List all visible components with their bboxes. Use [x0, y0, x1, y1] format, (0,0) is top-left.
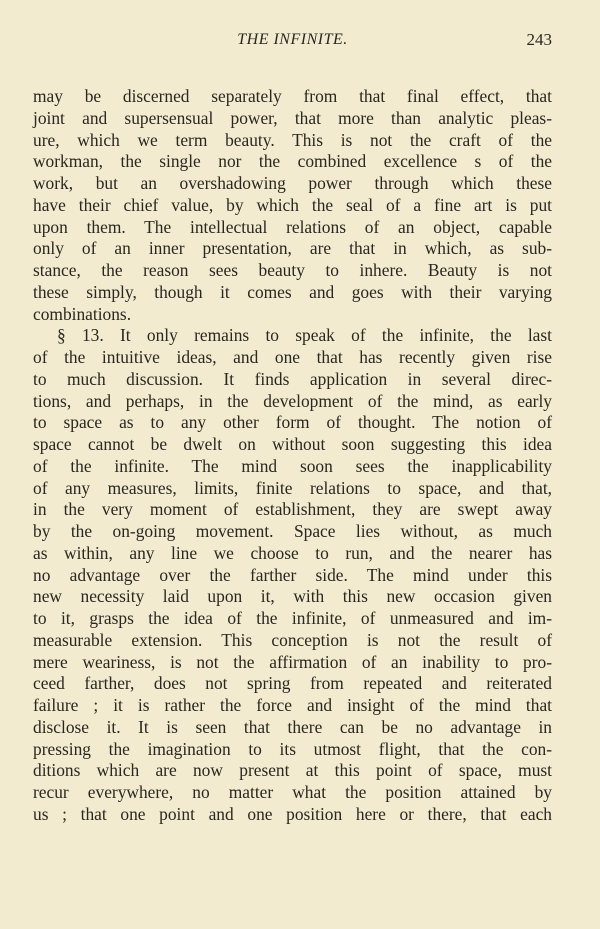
page-number: 243: [526, 30, 552, 49]
running-title: THE INFINITE.: [237, 31, 348, 48]
text-line: of the intuitive ideas, and one that has recently given rise: [33, 347, 552, 367]
text-line: these simply, though it comes and goes with their varying: [33, 281, 552, 302]
text-line: disclose it. It is seen that there can be no advantage in: [33, 716, 552, 737]
text-line: stance, the reason sees beauty to inhere. Beauty is not: [33, 260, 552, 280]
text-line: ditions which are now present at this point of space, must: [33, 760, 552, 781]
text-line: only of an inner presentation, are that in which, as sub-: [33, 238, 552, 259]
text-line: as within, any line we choose to run, and the nearer has: [33, 542, 552, 563]
text-line: failure ; it is rather the force and insight of the mind that: [33, 695, 552, 715]
text-line: to it, grasps the idea of the infinite, of unmeasured and im-: [33, 608, 552, 628]
text-line: § 13. It only remains to speak of the infinite, the last: [57, 325, 552, 346]
text-line: may be discerned separately from that final effect, that: [33, 86, 552, 106]
text-line: upon them. The intellectual relations of an object, capable: [33, 216, 552, 237]
text-line: recur everywhere, no matter what the position attained by: [33, 782, 552, 802]
paragraph: [33, 325, 552, 825]
text-line: pressing the imagination to its utmost flight, that the con-: [33, 738, 552, 759]
text-line: work, but an overshadowing power through which these: [33, 173, 552, 193]
text-line: have their chief value, by which the seal of a fine art is put: [33, 194, 552, 215]
page-body: [33, 86, 552, 826]
text-line: to much discussion. It finds application in several direc-: [33, 368, 552, 389]
text-line: of any measures, limits, finite relations to space, and that,: [33, 477, 552, 498]
text-line: in the very moment of establishment, they are swept away: [33, 499, 552, 520]
text-line: joint and supersensual power, that more than analytic pleas-: [33, 107, 552, 128]
text-line: combinations.: [33, 303, 132, 324]
text-line: us ; that one point and one position here or there, that each: [33, 803, 552, 824]
text-line: measurable extension. This conception is not the result of: [33, 629, 552, 650]
text-line: by the on-going movement. Space lies without, as much: [33, 521, 552, 541]
text-line: no advantage over the farther side. The mind under this: [33, 564, 552, 585]
text-line: of the infinite. The mind soon sees the inapplicability: [33, 455, 552, 476]
text-line: tions, and perhaps, in the development of the mind, as early: [33, 390, 552, 411]
text-line: to space as to any other form of thought. The notion of: [33, 412, 552, 433]
text-line: ure, which we term beauty. This is not the craft of the: [33, 129, 552, 150]
text-line: ceed farther, does not spring from repeated and reiterated: [33, 673, 552, 694]
paragraph: [33, 86, 552, 325]
page-header: [33, 31, 552, 53]
text-line: space cannot be dwelt on without soon suggesting this idea: [33, 434, 552, 454]
text-line: mere weariness, is not the affirmation of an inability to pro-: [33, 651, 552, 672]
text-line: workman, the single nor the combined excellence s of the: [33, 151, 552, 172]
text-line: new necessity laid upon it, with this new occasion given: [33, 586, 552, 607]
